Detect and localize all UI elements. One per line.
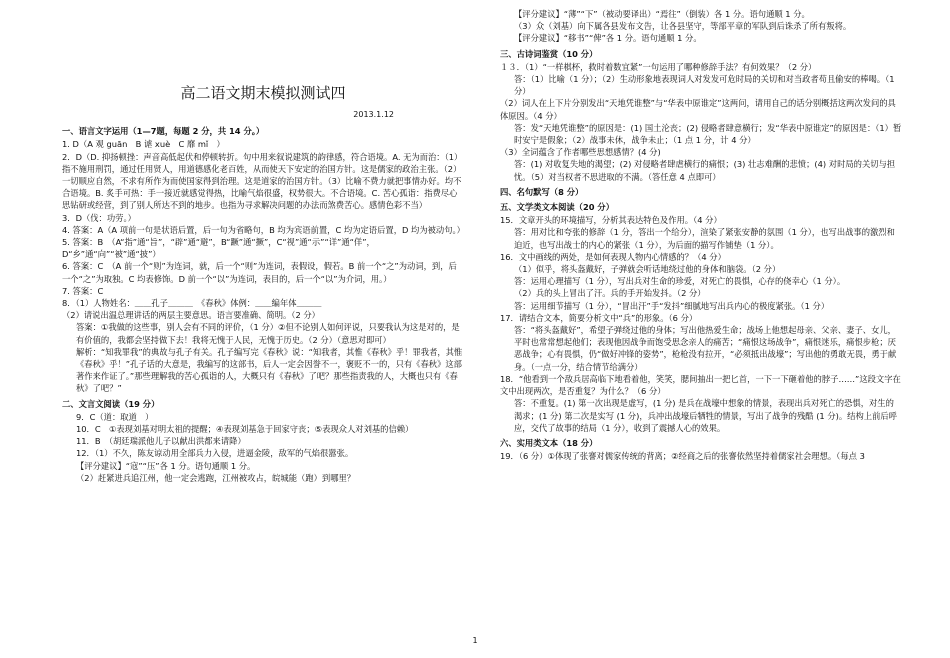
left-column bbox=[62, 84, 464, 484]
text-line: 4. 答案：A（A 项前一句是状语后置，后一句为省略句，B 均为宾语前置，C 均为定语后置，D 均为被动句。） bbox=[62, 224, 465, 235]
text-line: （3）众（刘基）向下属各县发布文告，让各县坚守，等部平章的军队到后诛杀了所有叛将。 bbox=[514, 21, 852, 32]
text-line: 答：用对比和夸张的修辞（1 分，答出一个给分），渲染了紧张安静的氛围（1 分），也写出战事的激烈和迫近，也写出战士的内心的紧张（1 分），为后面的描写作铺垫（1 分）。 bbox=[514, 227, 895, 250]
text-line: 3．D（伐：功劳。） bbox=[62, 212, 136, 223]
right-column-body bbox=[500, 8, 902, 462]
text-line: （2）词人在上下片分别发出“天地凭谁整”与“华表中原谁定”这两问，请用自己的话分别概括这两次发问的具体原因。（4 分） bbox=[500, 98, 896, 121]
text-line: 答：（1）比喻（1 分）；（2）生动形象地表现词人对发发可危时局的关切和对当政者苟且偷安的棒喝。（1 分） bbox=[514, 74, 895, 97]
text-line: 【评分建议】“寇”“压”各 1 分。语句通顺 1 分。 bbox=[76, 460, 256, 471]
text-line: 9．C（道：取道 ） bbox=[76, 411, 154, 422]
section-heading: 三、古诗词鉴赏（10 分） bbox=[500, 48, 598, 59]
text-line: 【评分建议】“薄”“下”（被动要译出）“焉往”（倒装）各 1 分。语句通顺 1 分。 bbox=[514, 9, 810, 19]
text-line: 16．文中画线的两处，是如何表现人物内心情感的？（4 分） bbox=[500, 251, 726, 262]
text-line: （2）请说出温总理讲话的两层主要意思。语言要准确、简明。（2 分） bbox=[62, 310, 320, 321]
text-line: （3）全词蕴含了作者哪些思想感情？(4 分) bbox=[500, 147, 661, 158]
text-line: 答：运用心理描写（1 分），写出兵对生命的珍爱，对死亡的畏惧，心存的侥幸心（1 分）。 bbox=[514, 276, 846, 287]
page-number: 1 bbox=[472, 636, 478, 645]
section-heading: 五、文学类文本阅读（20 分） bbox=[500, 202, 614, 213]
page-title: 高二语文期末模拟测试四 bbox=[180, 84, 346, 102]
text-line: 19．（6 分）①体现了张謇对儒家传统的背离；②经商之后的张謇依然坚持着儒家社会理想。（每点 3 bbox=[500, 451, 865, 462]
text-line: 12．（1）不久，陈友谅动用全部兵力入侵，进逼金陵，敌军的气焰很嚣张。 bbox=[76, 448, 354, 459]
text-line: 2．D（D. 抑扬顿挫：声音高低起伏和停顿转折。句中用来叙说建筑的韵律感，符合语境。A. 无为而治：（1）指不施用刑罚，通过任用贤人，用道德感化老百姓，从而使天下安定的治国方针。这是儒家的政治主张。（2）一切顺应自然，不求有所作为而使国家得到治理。这是道家的治国方针。（3）比喻不费力就把事情办好。均不合语境。B. 炙手可热：手一接近就感觉得热，比喻气焰很盛，权势很大。不合语境。C. 苦心孤诣：指费尽心思钻研或经营，到了别人所达不到的地步。也指为寻求解决问题的办法而煞费苦心。感情色彩不当） bbox=[62, 151, 463, 211]
text-line: 答案：①我做的这些事，别人会有不同的评价，（1 分）②但不论别人如何评说，只要我认为这是对的，是有价值的，我都会坚持做下去！我将无愧于人民，无愧于历史。（2 分）（意思对即可） bbox=[76, 322, 460, 345]
text-line: 答：发“天地凭谁整”的原因是：(1) 国土沦丧；(2) 侵略者肆意横行；发“华表中原谁定”的原因是：（1）暂时安宁是假象；（2）战事未休，战争未止；（1 点 1 分，计 4 分） bbox=[514, 122, 902, 146]
text-line: 答：运用细节描写（1 分），“冒出汗”手“发抖”细腻地写出兵内心的极度紧张。（1 分） bbox=[514, 300, 830, 311]
text-line: 7. 答案：C bbox=[62, 285, 104, 296]
text-line: 答：“将头盔戴好”，希望子弹绕过他的身体；写出他热爱生命；战场上他想起母亲、父亲、妻子、女儿，平时也常常想起他们；表现他因战争而饱受思念亲人的痛苦；“痛恨这场战争”，痛恨迷乐，痛恨步枪；厌恶战争；心有畏惧，仍“做好冲锋的姿势”，枪枪没有拉开，“必须抵出战壕”；写出他的勇敢无畏，勇于献身。（一点一分，结合情节给满分） bbox=[514, 325, 897, 372]
text-line: 答：不重复。(1) 第一次出现是虚写，(1 分) 是兵在战壕中想象的情景，表现出兵对死亡的恐惧，对生的渴求；(1 分) 第二次是实写 (1 分)，兵冲出战壕后牺牲的情景，写出了战争的残酷 (1 分)。结构上前后呼应，交代了故事的结局（1 分），收到了震撼人心的效果。 bbox=[514, 398, 897, 433]
text-line: 答：(1) 对收复失地的渴望；(2) 对侵略者肆虐横行的痛恨；(3) 壮志难酬的悲愤；(4) 对时局的关切与担忧。（5）对当权者不思进取的不满。（答任意 4 点即可） bbox=[514, 159, 896, 182]
text-line: 10．C ①表现刘基对明太祖的提醒；④表现刘基急于回家守丧；⑤表现众人对刘基的信赖） bbox=[76, 424, 414, 435]
exam-date: 2013.1.12 bbox=[353, 110, 394, 119]
left-column-body bbox=[62, 125, 464, 484]
text-line: 17．请结合文本，简要分析文中“兵”的形象。（6 分） bbox=[500, 312, 698, 323]
right-column bbox=[500, 8, 902, 462]
section-heading: 一、语言文字运用（1—7题，每题 2 分，共 14 分。） bbox=[62, 126, 265, 137]
section-heading: 二、文言文阅读（19 分） bbox=[62, 398, 160, 409]
text-line: 【评分建议】“移书”“俾”各 1 分。语句通顺 1 分。 bbox=[514, 33, 702, 44]
text-line: 18．“他看到一个敌兵居高临下地看着他，笑笑，腮间抽出一把匕首，一下一下砸着他的脖子……”这段文字在文中出现两次，是否重复？为什么？（6 分） bbox=[500, 373, 901, 397]
section-heading: 六、实用类文本（18 分） bbox=[500, 437, 598, 448]
text-line: 解析：“知我罪我”的典故与孔子有关。孔子编写完《春秋》说：“知我者，其惟《春秋》乎！罪我者，其惟《春秋》乎！”孔子话的大意是，我编写的这部书，后人一定会因誉不一，褒贬不一的，只有《春秋》这部著作来作证了。”那些理解我的苦心孤诣的人，大概只有《春秋》了吧？那些指责我的人，大概也只有《春秋》了吧？” bbox=[76, 346, 463, 394]
text-line: 15．文章开头的环境描写，分析其表达特色及作用。（4 分） bbox=[500, 215, 722, 226]
text-line: １３．（1）“一样棋杯，救时着数宜紧”一句运用了哪种修辞手法？有何效果？（2 分） bbox=[500, 61, 817, 72]
text-line: 8．（1）人物姓名：＿＿孔子＿＿＿ 《春秋》体例：＿＿编年体＿＿＿ bbox=[62, 298, 322, 309]
text-line: 6. 答案：C （A 前一个“则”为连词，就，后一个“则”为连词，表假设，假若。B 前一个“之”为动词，到，后一个“之”为取独。C 均表修饰。D 前一个“以”为连词，表目的，后一个“以”为介词，用。） bbox=[62, 261, 457, 284]
text-line: （2）兵的头上冒出了汗。兵的手开始发抖。（2 分） bbox=[514, 288, 706, 299]
text-line: （2）赶紧进兵追江州，他一定会逃跑，江州被攻占，皖城能（跑）到哪里？ bbox=[76, 472, 356, 483]
text-line: （1）似乎，将头盔戴好，子弹就会听话地绕过他的身体和脑袋。（2 分） bbox=[514, 264, 781, 275]
text-line: 5. 答案：B （A“指”通“旨”，“辟”通“避”，B“蹶”通“撅”，C“视”通“示”“详”通“佯”，D“乡”通“向”“被”通“披”） bbox=[62, 237, 375, 260]
text-line: 1. D（A 观 guān B 谑 xuè C 靡 mǐ ） bbox=[62, 139, 225, 150]
text-line: 11．B （胡廷瑞派他儿子以献出洪都来请降） bbox=[76, 436, 246, 447]
section-heading: 四、名句默写（8 分） bbox=[500, 186, 584, 197]
